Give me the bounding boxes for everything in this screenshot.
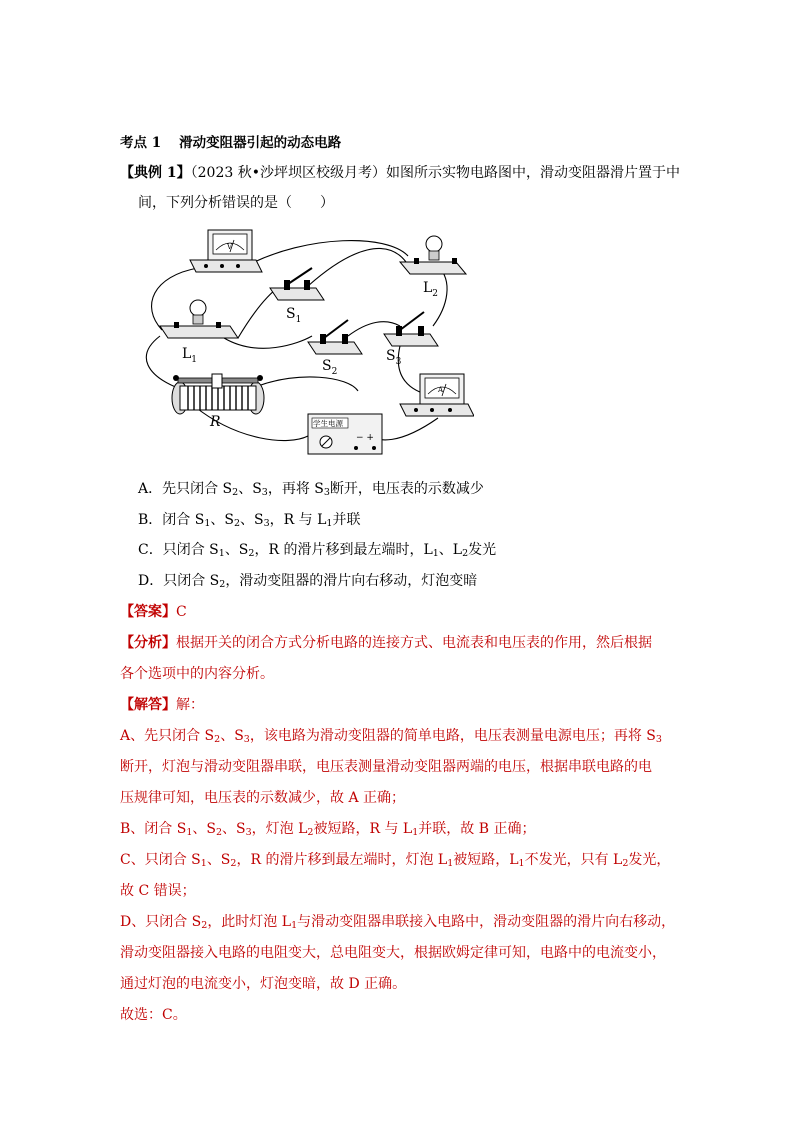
answer-line: [120, 602, 187, 622]
question-stem-1: 如图所示实物电路图中，滑动变阻器滑片置于中: [385, 165, 680, 181]
solution-a-line-3: 压规律可知，电压表的示数减少，故 A 正确；: [120, 790, 406, 806]
answer-tag: 【答案】: [120, 604, 176, 620]
topic-title: 滑动变阻器引起的动态电路: [179, 135, 342, 151]
power-supply-label: 学生电源: [313, 419, 343, 428]
ammeter-letter: A: [438, 386, 444, 394]
switch-s2-icon: [308, 320, 362, 354]
solution-d-line-1: D、只闭合 $S_2$，此时灯泡 $L_1$与滑动变阻器串联接入电路中，滑动变阻器的滑片向右移动，: [120, 914, 676, 931]
option-d: D．只闭合 $S_2$，滑动变阻器的滑片向右移动，灯泡变暗: [138, 573, 478, 590]
topic-heading: [120, 133, 341, 153]
analysis-line-2: 各个选项中的内容分析。: [120, 666, 274, 682]
solution-d-line-2: 滑动变阻器接入电路的电阻变大，总电阻变大，根据欧姆定律可知，电路中的电流变小，: [120, 945, 666, 961]
option-b: B．闭合 $S_1$、$S_2$、$S_3$，R 与 $L_1$并联: [138, 512, 361, 529]
bulb-l1-icon: [160, 300, 238, 338]
switch-s1-icon: [270, 268, 324, 300]
question-stem-line-2: [138, 193, 334, 213]
question-source: （2023 秋•沙坪坝区校级月考）: [190, 165, 386, 181]
figure-label-s1: $S_1$: [286, 306, 302, 325]
circuit-figure: [138, 226, 474, 462]
switch-s3-icon: [384, 312, 438, 346]
figure-label-r: R: [210, 414, 221, 430]
voltmeter-letter: V: [227, 243, 233, 251]
analysis-tag: 【分析】: [120, 635, 176, 651]
topic-label: 考点 1: [120, 135, 162, 151]
ammeter-icon: [400, 374, 474, 416]
option-c: C．只闭合 $S_1$、$S_2$，R 的滑片移到最左端时，$L_1$、$L_2$发光: [138, 542, 497, 559]
solution-c-line-1: C、只闭合 $S_1$、$S_2$，R 的滑片移到最左端时，灯泡 $L_1$被短路，$L_1$不发光，只有 $L_2$发光，: [120, 852, 671, 869]
question-stem-2: 间，下列分析错误的是（ ）: [138, 195, 334, 211]
solution-a-line-2: 断开，灯泡与滑动变阻器串联，电压表测量滑动变阻器两端的电压，根据串联电路的电: [120, 759, 652, 775]
figure-label-l2: $L_2$: [423, 280, 439, 299]
figure-label-l1: $L_1$: [182, 346, 198, 365]
answer-value: C: [176, 604, 187, 620]
solution-final: 故选：C。: [120, 1007, 187, 1023]
solution-intro: 【解答】解：: [120, 697, 204, 713]
rheostat-icon: [172, 374, 264, 414]
question-stem-line-1: 【典例 1】（2023 秋•沙坪坝区校级月考）如图所示实物电路图中，滑动变阻器滑片置于中: [120, 165, 680, 181]
solution-c-line-2: 故 C 错误；: [120, 883, 196, 899]
bulb-l2-icon: [400, 236, 466, 274]
figure-label-s2: $S_2$: [322, 358, 338, 377]
solution-a-line-1: A、先只闭合 $S_2$、$S_3$，该电路为滑动变阻器的简单电路，电压表测量电源电压；再将 $S_3$: [120, 728, 662, 745]
solution-b-line: B、闭合 $S_1$、$S_2$、$S_3$，灯泡 $L_2$被短路，R 与 $L_1$并联，故 B 正确；: [120, 821, 536, 838]
option-a: A．先只闭合 $S_2$、$S_3$，再将 $S_3$断开，电压表的示数减少: [138, 481, 484, 498]
analysis-line-1: 【分析】根据开关的闭合方式分析电路的连接方式、电流表和电压表的作用，然后根据: [120, 635, 652, 651]
solution-d-line-3: 通过灯泡的电流变小，灯泡变暗，故 D 正确。: [120, 976, 407, 992]
figure-label-s3: $S_3$: [386, 348, 402, 367]
svg-text:− +: − +: [356, 433, 374, 443]
power-supply-icon: [308, 414, 382, 454]
example-tag: 典例 1: [134, 165, 177, 181]
voltmeter-icon: [190, 230, 262, 272]
solution-tag: 【解答】: [120, 697, 176, 713]
